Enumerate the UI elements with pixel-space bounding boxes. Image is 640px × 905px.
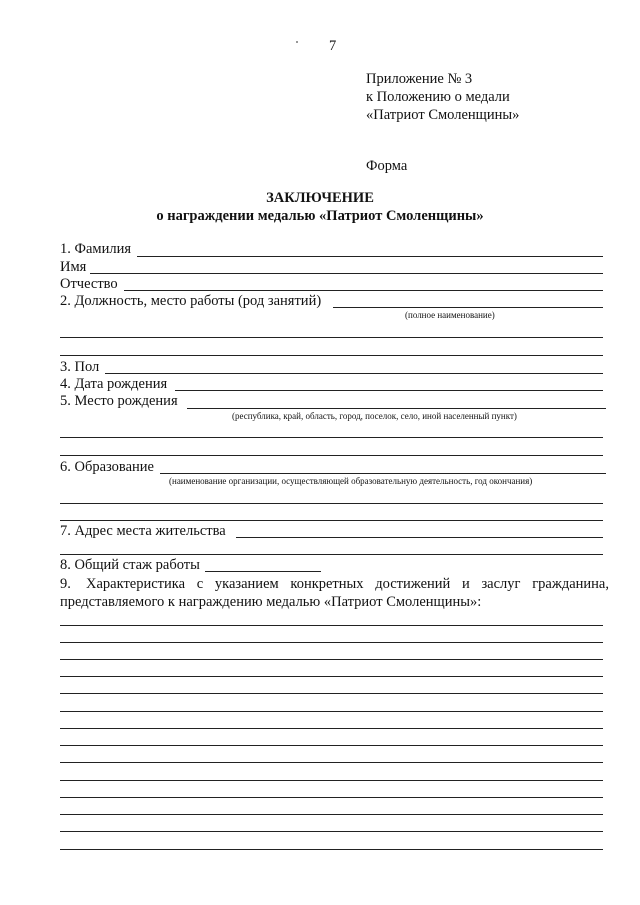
- page-number: 7: [329, 38, 337, 54]
- address-label: 7. Адрес места жительства: [60, 523, 226, 539]
- document-title: ЗАКЛЮЧЕНИЕ: [266, 190, 374, 206]
- characteristic-line-1: Характеристика с указанием конкретных достижений и заслуг гражданина,: [86, 576, 609, 592]
- address-field-line[interactable]: [236, 537, 603, 538]
- characteristic-number: 9.: [60, 576, 71, 592]
- characteristic-field-line[interactable]: [60, 676, 603, 677]
- characteristic-field-line[interactable]: [60, 831, 603, 832]
- education-label: 6. Образование: [60, 459, 154, 475]
- characteristic-field-line[interactable]: [60, 625, 603, 626]
- sex-field-line[interactable]: [105, 373, 603, 374]
- characteristic-field-line[interactable]: [60, 642, 603, 643]
- characteristic-field-line[interactable]: [60, 814, 603, 815]
- experience-label: 8. Общий стаж работы: [60, 557, 200, 573]
- characteristic-field-line[interactable]: [60, 780, 603, 781]
- characteristic-field-line[interactable]: [60, 659, 603, 660]
- birth-place-field-line-3[interactable]: [60, 455, 603, 456]
- address-field-line-2[interactable]: [60, 554, 603, 555]
- characteristic-field-line[interactable]: [60, 728, 603, 729]
- position-field-line[interactable]: [333, 307, 603, 308]
- characteristic-field-line[interactable]: [60, 797, 603, 798]
- surname-label: 1. Фамилия: [60, 241, 131, 257]
- sex-label: 3. Пол: [60, 359, 100, 375]
- characteristic-field-line[interactable]: [60, 745, 603, 746]
- name-label: Имя: [60, 259, 87, 275]
- name-field-line[interactable]: [90, 273, 603, 274]
- education-field-line[interactable]: [160, 473, 606, 474]
- surname-field-line[interactable]: [137, 256, 603, 257]
- patronymic-field-line[interactable]: [124, 290, 603, 291]
- characteristic-field-line[interactable]: [60, 849, 603, 850]
- patronymic-label: Отчество: [60, 276, 118, 292]
- scan-dot: [296, 41, 298, 43]
- position-hint: (полное наименование): [405, 310, 495, 320]
- birth-place-hint: (республика, край, область, город, поселок, село, иной населенный пункт): [232, 411, 517, 421]
- position-label: 2. Должность, место работы (род занятий): [60, 293, 322, 309]
- characteristic-field-line[interactable]: [60, 693, 603, 694]
- education-hint: (наименование организации, осуществляющей образовательную деятельность, год окончания): [169, 476, 533, 486]
- form-label: Форма: [366, 158, 408, 174]
- position-field-line-2[interactable]: [60, 337, 603, 338]
- appendix-line-3: «Патриот Смоленщины»: [366, 107, 520, 123]
- position-field-line-3[interactable]: [60, 355, 603, 356]
- birth-place-field-line[interactable]: [187, 408, 606, 409]
- appendix-line-1: Приложение № 3: [366, 71, 473, 87]
- education-field-line-3[interactable]: [60, 520, 603, 521]
- birth-date-field-line[interactable]: [175, 390, 603, 391]
- characteristic-field-line[interactable]: [60, 762, 603, 763]
- experience-field-line[interactable]: [205, 571, 321, 572]
- document-subtitle: о награждении медалью «Патриот Смоленщины»: [156, 208, 484, 224]
- birth-date-label: 4. Дата рождения: [60, 376, 168, 392]
- characteristic-field-line[interactable]: [60, 711, 603, 712]
- birth-place-label: 5. Место рождения: [60, 393, 178, 409]
- appendix-line-2: к Положению о медали: [366, 89, 510, 105]
- birth-place-field-line-2[interactable]: [60, 437, 603, 438]
- education-field-line-2[interactable]: [60, 503, 603, 504]
- characteristic-line-2: представляемого к награждению медалью «Патриот Смоленщины»:: [60, 594, 482, 610]
